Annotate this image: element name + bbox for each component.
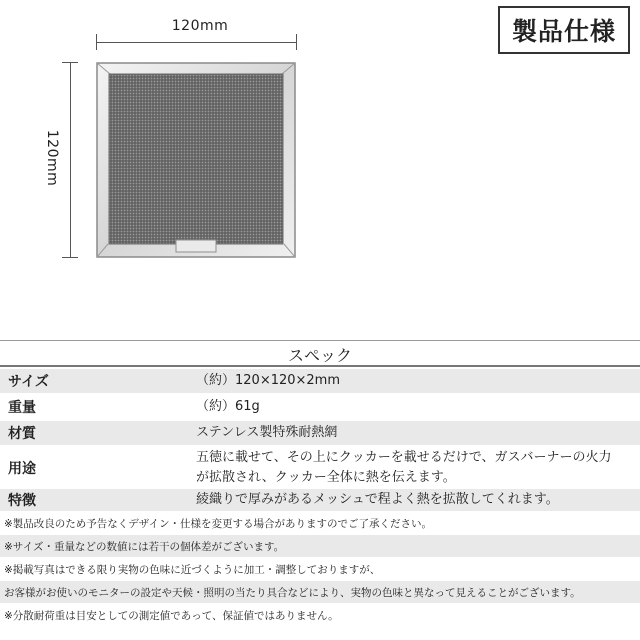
spec-value-material <box>190 421 640 445</box>
spec-table-title: スペック <box>0 343 640 367</box>
note-design-change: ※製品改良のため予告なくデザイン・仕様を変更する場合がありますのでご了承ください。 <box>0 512 640 534</box>
spec-value-weight-line: （約）61g <box>196 399 260 414</box>
height-dimension-label: 120mm <box>44 129 60 187</box>
spec-value-usage <box>190 447 640 489</box>
spec-value-usage-line-1: 五徳に載せて、その上にクッカーを載せるだけで、ガスバーナーの火力 <box>196 450 612 465</box>
spec-label-features: 特徴 <box>8 493 36 509</box>
spec-label-material: 材質 <box>8 426 36 442</box>
spec-value-size <box>190 369 640 393</box>
spec-label-usage: 用途 <box>8 461 36 477</box>
note-individual-difference: ※サイズ・重量などの数値には若干の個体差がございます。 <box>0 535 640 557</box>
spec-value-features-line: 綾織りで厚みがあるメッシュで程よく熱を拡散してくれます。 <box>196 492 559 507</box>
spec-row-material <box>0 421 640 445</box>
spec-row-size <box>0 369 640 393</box>
width-dimension-label: 120mm <box>171 18 229 34</box>
spec-row-features <box>0 489 640 511</box>
width-dimension-tick-right <box>296 34 297 50</box>
note-photo-color-1: ※掲載写真はできる限り実物の色味に近づくように加工・調整しておりますが、 <box>0 558 640 580</box>
spec-label-size: サイズ <box>8 374 49 390</box>
height-dimension-tick-bottom <box>62 257 78 258</box>
spec-value-weight <box>190 395 640 419</box>
height-dimension-line <box>70 62 71 258</box>
spec-table-top-rule <box>0 340 640 341</box>
product-image-mesh-plate <box>96 62 296 258</box>
note-photo-color-2: お客様がお使いのモニターの設定や天候・照明の当たり具合などにより、実物の色味と異なって見えることがございます。 <box>0 581 640 603</box>
spec-row-weight <box>0 395 640 419</box>
note-load-capacity: ※分散耐荷重は目安としての測定値であって、保証値ではありません。 <box>0 604 640 626</box>
spec-value-usage-line-2: が拡散され、クッカー全体に熱を伝えます。 <box>196 470 456 485</box>
spec-label-weight: 重量 <box>8 400 36 416</box>
spec-value-material-line: ステンレス製特殊耐熱網 <box>196 425 338 440</box>
product-spec-stamp-label: 製品仕様 <box>511 17 616 46</box>
spec-value-size-line: （約）120×120×2mm <box>196 373 341 388</box>
spec-value-features <box>190 489 640 511</box>
product-spec-stamp <box>498 6 630 54</box>
width-dimension-line <box>96 42 297 43</box>
spec-row-usage <box>0 447 640 489</box>
